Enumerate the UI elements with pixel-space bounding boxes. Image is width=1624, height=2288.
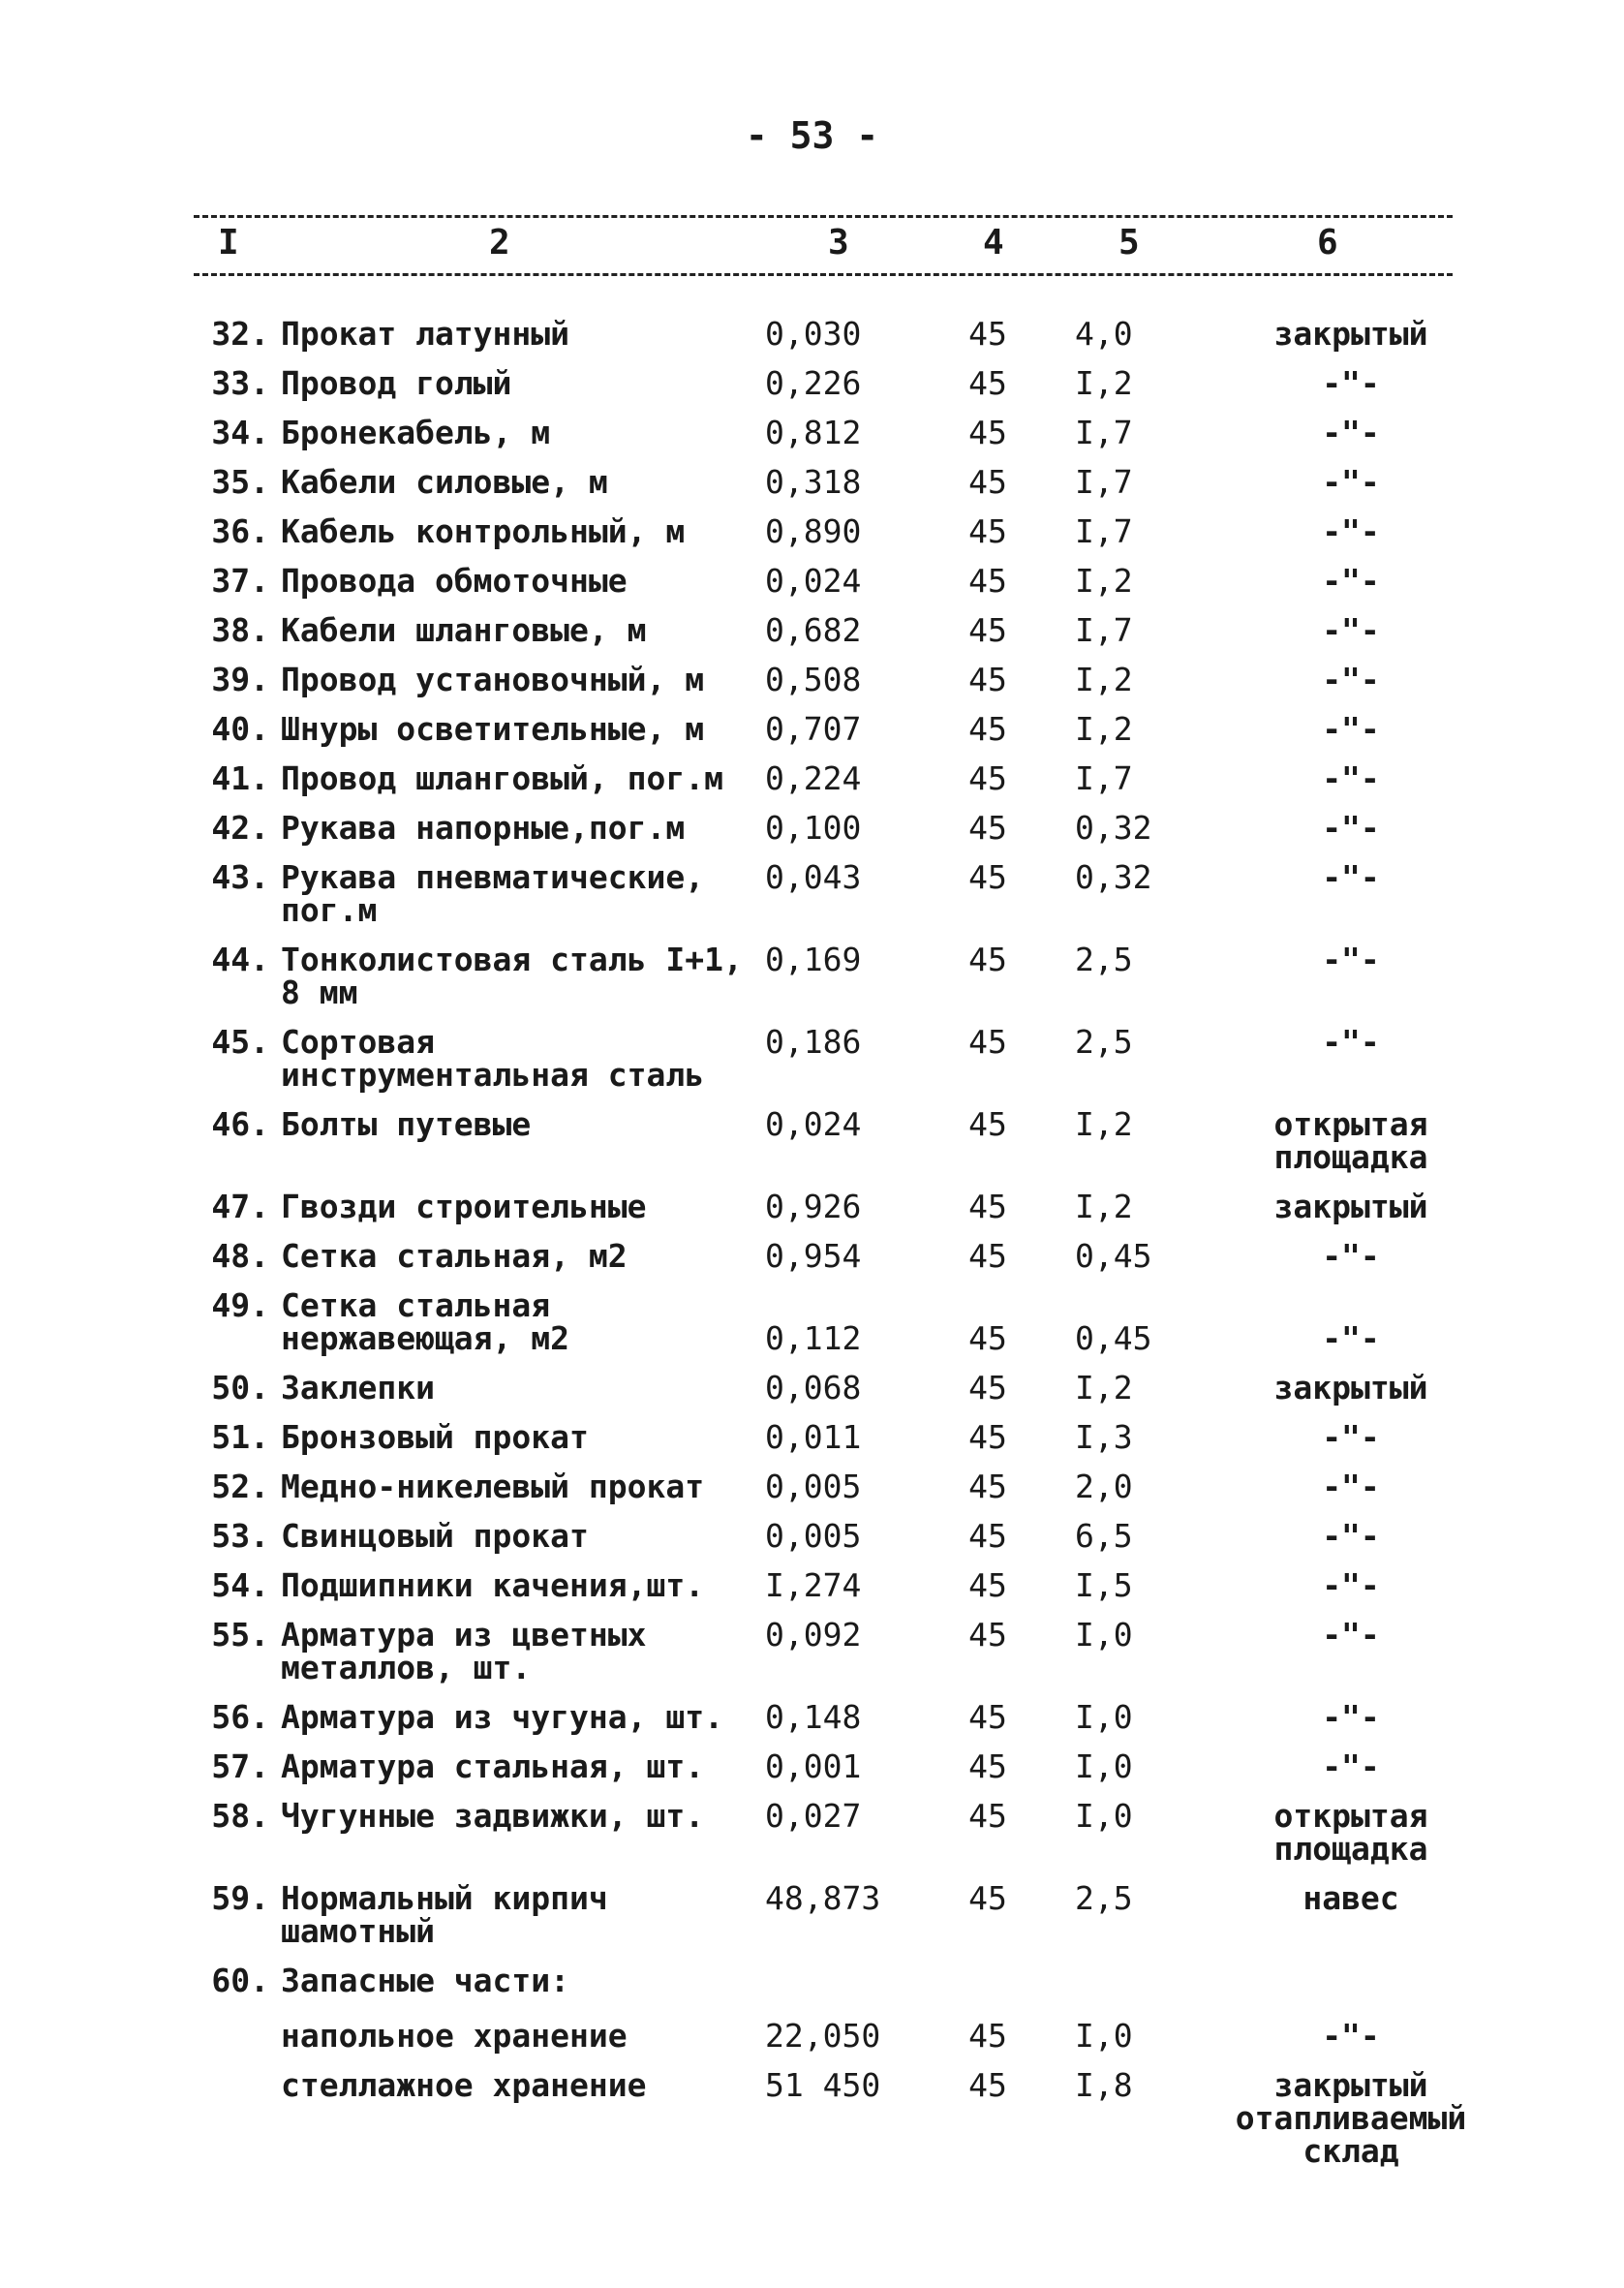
row-name: Шнуры осветительные, м (281, 710, 705, 748)
row-col6: -"- (1322, 1747, 1380, 1785)
row-col4: 45 (968, 1797, 1007, 1835)
row-col3: 0,024 (765, 562, 862, 600)
row-col4: 45 (968, 1237, 1007, 1275)
row-number: 40. (211, 710, 269, 748)
row-col4: 45 (968, 858, 1007, 896)
row-col3: 0,005 (765, 1468, 862, 1505)
row-col6: -"- (1322, 759, 1380, 797)
row-col4: 45 (968, 1616, 1007, 1654)
row-col5: 0,45 (1075, 1319, 1152, 1357)
row-col5: I,2 (1075, 562, 1133, 600)
row-name: Бронекабель, м (281, 414, 551, 451)
row-name: Нормальный кирпич шамотный (281, 1879, 608, 1950)
row-col3: 0,024 (765, 1105, 862, 1143)
row-col4: 45 (968, 562, 1007, 600)
row-col5: 0,32 (1075, 809, 1152, 847)
row-name: стеллажное хранение (281, 2066, 647, 2104)
row-col6: -"- (1322, 1566, 1380, 1604)
row-col3: 0,682 (765, 611, 862, 649)
row-col6: закрытый отапливаемый склад (1235, 2066, 1467, 2170)
row-name: Кабели шланговые, м (281, 611, 647, 649)
row-col4: 45 (968, 1517, 1007, 1555)
row-col6: -"- (1322, 512, 1380, 550)
row-col4: 45 (968, 611, 1007, 649)
row-name: Сетка стальная нержавеющая, м2 (281, 1286, 570, 1357)
row-col3: 0,043 (765, 858, 862, 896)
row-col5: I,0 (1075, 1797, 1133, 1835)
column-header-2: 2 (489, 223, 510, 263)
row-name: Рукава пневматические, пог.м (281, 858, 705, 929)
row-name: Провод установочный, м (281, 661, 705, 698)
row-col6: -"- (1322, 2017, 1380, 2055)
row-col3: 0,148 (765, 1698, 862, 1736)
row-number: 51. (211, 1418, 269, 1456)
row-name: Бронзовый прокат (281, 1418, 589, 1456)
row-number: 53. (211, 1517, 269, 1555)
row-number: 58. (211, 1797, 269, 1835)
row-col3: 0,318 (765, 463, 862, 501)
row-col4: 45 (968, 1319, 1007, 1357)
row-col4: 45 (968, 809, 1007, 847)
column-header-3: 3 (828, 223, 849, 263)
row-col4: 45 (968, 315, 1007, 353)
row-col5: I,2 (1075, 1188, 1133, 1225)
row-col4: 45 (968, 1879, 1007, 1917)
row-col4: 45 (968, 1747, 1007, 1785)
row-number: 32. (211, 315, 269, 353)
row-col4: 45 (968, 1023, 1007, 1061)
row-col5: 6,5 (1075, 1517, 1133, 1555)
row-name: Болты путевые (281, 1105, 532, 1143)
row-col3: 0,027 (765, 1797, 862, 1835)
column-header-5: 5 (1118, 223, 1140, 263)
row-col4: 45 (968, 1698, 1007, 1736)
row-col5: I,2 (1075, 364, 1133, 402)
row-number: 59. (211, 1879, 269, 1917)
row-number: 39. (211, 661, 269, 698)
header-rule-top (194, 215, 1453, 218)
row-col5: I,2 (1075, 1105, 1133, 1143)
row-name: Гвозди строительные (281, 1188, 647, 1225)
row-col6: открытая площадка (1273, 1797, 1428, 1868)
row-name: Арматура из цветных металлов, шт. (281, 1616, 647, 1686)
row-col3: 48,873 (765, 1879, 881, 1917)
row-name: Сетка стальная, м2 (281, 1237, 628, 1275)
row-number: 47. (211, 1188, 269, 1225)
row-col3: 0,926 (765, 1188, 862, 1225)
row-name: Провода обмоточные (281, 562, 628, 600)
row-col3: 0,112 (765, 1319, 862, 1357)
page-number: - 53 - (745, 114, 879, 157)
row-number: 37. (211, 562, 269, 600)
row-number: 43. (211, 858, 269, 896)
row-col3: 0,224 (765, 759, 862, 797)
row-col5: 4,0 (1075, 315, 1133, 353)
row-col4: 45 (968, 759, 1007, 797)
row-number: 45. (211, 1023, 269, 1061)
row-col5: I,2 (1075, 661, 1133, 698)
row-col4: 45 (968, 364, 1007, 402)
row-col6: открытая площадка (1273, 1105, 1428, 1176)
row-col4: 45 (968, 1369, 1007, 1407)
row-col6: -"- (1322, 1023, 1380, 1061)
row-col3: 0,508 (765, 661, 862, 698)
row-number: 38. (211, 611, 269, 649)
row-number: 36. (211, 512, 269, 550)
row-number: 55. (211, 1616, 269, 1654)
row-number: 48. (211, 1237, 269, 1275)
row-col4: 45 (968, 414, 1007, 451)
row-name: Тонколистовая сталь I+1, 8 мм (281, 941, 743, 1011)
row-col5: I,8 (1075, 2066, 1133, 2104)
row-col5: I,7 (1075, 759, 1133, 797)
row-col3: 0,226 (765, 364, 862, 402)
row-col3: 0,001 (765, 1747, 862, 1785)
row-col6: -"- (1322, 1237, 1380, 1275)
row-name: Кабель контрольный, м (281, 512, 686, 550)
row-col6: -"- (1322, 661, 1380, 698)
row-col6: -"- (1322, 941, 1380, 978)
row-col6: -"- (1322, 858, 1380, 896)
row-number: 60. (211, 1962, 269, 1999)
row-col6: -"- (1322, 1616, 1380, 1654)
row-col5: 0,32 (1075, 858, 1152, 896)
row-col5: 2,5 (1075, 1879, 1133, 1917)
row-col5: I,5 (1075, 1566, 1133, 1604)
row-col3: 0,068 (765, 1369, 862, 1407)
row-col4: 45 (968, 2017, 1007, 2055)
row-name: Прокат латунный (281, 315, 570, 353)
row-col5: 0,45 (1075, 1237, 1152, 1275)
row-col3: 51 450 (765, 2066, 881, 2104)
row-col6: закрытый (1273, 315, 1428, 353)
row-col6: -"- (1322, 1698, 1380, 1736)
row-col5: I,7 (1075, 463, 1133, 501)
row-col6: -"- (1322, 1418, 1380, 1456)
row-col6: -"- (1322, 611, 1380, 649)
row-number: 44. (211, 941, 269, 978)
row-col3: 0,100 (765, 809, 862, 847)
row-col3: 0,186 (765, 1023, 862, 1061)
row-name: напольное хранение (281, 2017, 628, 2055)
row-number: 46. (211, 1105, 269, 1143)
row-col6: -"- (1322, 710, 1380, 748)
row-number: 52. (211, 1468, 269, 1505)
row-col4: 45 (968, 1105, 1007, 1143)
row-col3: 0,890 (765, 512, 862, 550)
row-col3: 0,030 (765, 315, 862, 353)
row-col3: 0,011 (765, 1418, 862, 1456)
row-col3: 0,707 (765, 710, 862, 748)
row-col5: 2,0 (1075, 1468, 1133, 1505)
row-col4: 45 (968, 710, 1007, 748)
row-col4: 45 (968, 941, 1007, 978)
row-col3: 0,954 (765, 1237, 862, 1275)
row-col5: I,2 (1075, 1369, 1133, 1407)
row-col3: 0,092 (765, 1616, 862, 1654)
row-col6: -"- (1322, 414, 1380, 451)
row-col6: -"- (1322, 1319, 1380, 1357)
row-col4: 45 (968, 1188, 1007, 1225)
row-col6: -"- (1322, 463, 1380, 501)
row-name: Кабели силовые, м (281, 463, 608, 501)
row-col5: I,0 (1075, 1747, 1133, 1785)
row-name: Провод шланговый, пог.м (281, 759, 723, 797)
column-header-4: 4 (983, 223, 1004, 263)
row-col4: 45 (968, 1566, 1007, 1604)
row-number: 42. (211, 809, 269, 847)
row-name: Арматура из чугуна, шт. (281, 1698, 723, 1736)
row-col4: 45 (968, 463, 1007, 501)
row-col6: -"- (1322, 562, 1380, 600)
column-header-6: 6 (1317, 223, 1338, 263)
row-name: Подшипники качения,шт. (281, 1566, 705, 1604)
row-col5: I,0 (1075, 1698, 1133, 1736)
row-name: Рукава напорные,пог.м (281, 809, 686, 847)
row-col5: I,2 (1075, 710, 1133, 748)
row-col4: 45 (968, 1418, 1007, 1456)
row-col4: 45 (968, 661, 1007, 698)
row-col6: закрытый (1273, 1188, 1428, 1225)
row-number: 54. (211, 1566, 269, 1604)
row-col3: 0,169 (765, 941, 862, 978)
row-col5: I,7 (1075, 611, 1133, 649)
row-col5: 2,5 (1075, 1023, 1133, 1061)
row-col5: I,0 (1075, 1616, 1133, 1654)
row-number: 56. (211, 1698, 269, 1736)
row-col4: 45 (968, 2066, 1007, 2104)
row-number: 41. (211, 759, 269, 797)
row-number: 49. (211, 1286, 269, 1324)
row-col5: I,7 (1075, 414, 1133, 451)
row-name: Провод голый (281, 364, 512, 402)
row-name: Сортовая инструментальная сталь (281, 1023, 705, 1094)
row-name: Заклепки (281, 1369, 435, 1407)
row-col5: I,0 (1075, 2017, 1133, 2055)
row-name: Арматура стальная, шт. (281, 1747, 705, 1785)
row-number: 33. (211, 364, 269, 402)
row-col3: 0,812 (765, 414, 862, 451)
row-col3: 22,050 (765, 2017, 881, 2055)
row-number: 50. (211, 1369, 269, 1407)
row-col3: I,274 (765, 1566, 862, 1604)
header-rule-bottom (194, 273, 1453, 276)
row-col6: навес (1302, 1879, 1399, 1917)
row-col6: -"- (1322, 364, 1380, 402)
row-col5: I,7 (1075, 512, 1133, 550)
row-number: 57. (211, 1747, 269, 1785)
row-col4: 45 (968, 1468, 1007, 1505)
row-col6: -"- (1322, 809, 1380, 847)
column-header-1: I (218, 223, 239, 263)
row-name: Запасные части: (281, 1962, 570, 1999)
row-number: 35. (211, 463, 269, 501)
row-col5: 2,5 (1075, 941, 1133, 978)
row-col6: -"- (1322, 1468, 1380, 1505)
row-col4: 45 (968, 512, 1007, 550)
row-name: Свинцовый прокат (281, 1517, 589, 1555)
row-col5: I,3 (1075, 1418, 1133, 1456)
row-number: 34. (211, 414, 269, 451)
row-col6: -"- (1322, 1517, 1380, 1555)
row-name: Чугунные задвижки, шт. (281, 1797, 705, 1835)
row-col3: 0,005 (765, 1517, 862, 1555)
row-name: Медно-никелевый прокат (281, 1468, 705, 1505)
row-col6: закрытый (1273, 1369, 1428, 1407)
